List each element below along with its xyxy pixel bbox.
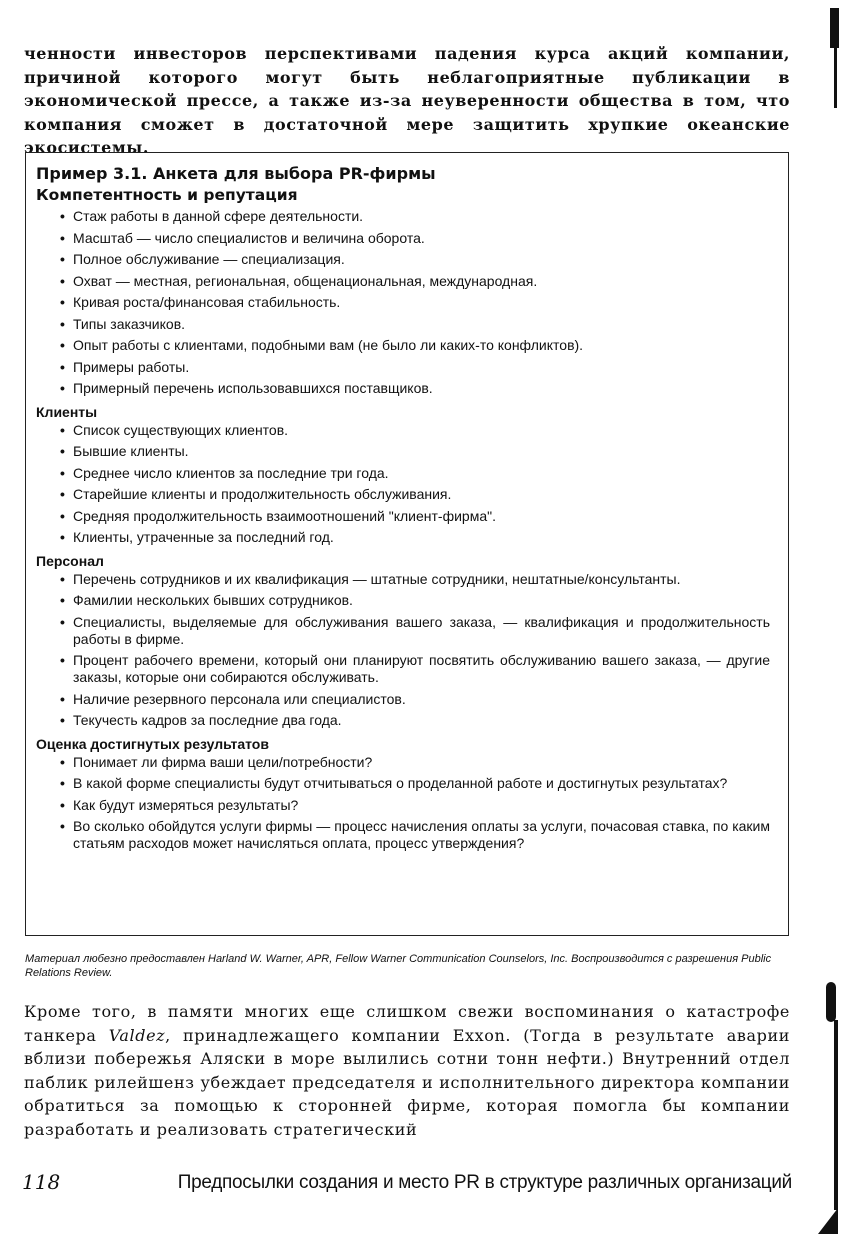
page-number: 118 <box>22 1170 61 1194</box>
scan-edge-blob <box>826 982 836 1022</box>
list-item: • Кривая роста/финансовая стабильность. <box>60 294 770 311</box>
top-paragraph: ченности инвесторов перспективами падения курса акций компании, причиной которого могут быть неблагоприятные публикации в экономической прессе, а также из-за неуверенности общества в том, что компания сможет в достаточной мере защитить хрупкие океанские экосистемы. <box>24 44 790 157</box>
scan-edge-mark-bottom <box>818 1208 838 1234</box>
bottom-paragraph-start: Кроме того, в памяти многих еще слишком свежи воспоминания о катастрофе танкера <box>24 1002 790 1045</box>
list-item: • Типы заказчиков. <box>60 316 770 333</box>
example-subtitle: Компетентность и репутация <box>36 186 298 204</box>
scan-edge-line-bottom <box>834 1020 838 1210</box>
list-item: • Перечень сотрудников и их квалификация — штатные сотрудники, нештатные/консультанты. <box>60 571 770 588</box>
scan-edge-line-top <box>834 48 837 108</box>
list-item: • Клиенты, утраченные за последний год. <box>60 529 770 546</box>
list-item: • Специалисты, выделяемые для обслуживания вашего заказа, — квалификация и продолжительность работы в фирме. <box>60 614 770 648</box>
staff-heading: Персонал <box>36 552 104 569</box>
list-item: • Средняя продолжительность взаимоотношений "клиент-фирма". <box>60 508 770 525</box>
list-item: • Старейшие клиенты и продолжительность обслуживания. <box>60 486 770 503</box>
page-footer <box>22 1170 792 1200</box>
competence-list <box>36 208 770 397</box>
list-item: • Список существующих клиентов. <box>60 422 770 439</box>
running-head: Предпосылки создания и место PR в структуре различных организаций <box>177 1172 792 1193</box>
results-heading: Оценка достигнутых результатов <box>36 735 269 752</box>
scan-edge-mark-top <box>830 8 839 48</box>
example-title: Пример 3.1. Анкета для выбора PR-фирмы <box>36 164 436 183</box>
list-item: • Наличие резервного персонала или специалистов. <box>60 691 770 708</box>
clients-heading: Клиенты <box>36 403 98 420</box>
list-item: • Бывшие клиенты. <box>60 443 770 460</box>
list-item: • Полное обслуживание — специализация. <box>60 251 770 268</box>
results-list <box>36 754 770 853</box>
list-item: • Как будут измеряться результаты? <box>60 797 770 814</box>
clients-list <box>36 422 770 547</box>
list-item: • Примерный перечень использовавшихся поставщиков. <box>60 380 770 397</box>
list-item: • Процент рабочего времени, который они планируют посвятить обслуживанию вашего заказа, — другие заказы, которые они собираются обслуживать. <box>60 652 770 686</box>
tanker-name: Valdez <box>108 1025 166 1045</box>
source-credit: Материал любезно предоставлен Harland W. Warner, APR, Fellow Warner Communication Counselors, Inc. Воспроизводится с разрешения Public Relations Review. <box>25 953 772 979</box>
bottom-paragraph-end: , принадлежащего компании Exxon. (Тогда в результате аварии вблизи побережья Аляски в море вылились сотни тонн нефти.) Внутренний отдел паблик рилейшенз убеждает председателя и исполнительного директора компании обратиться за помощью к сторонней фирме, которая помогла бы компании разработать и реализовать стратегический <box>24 1025 790 1139</box>
list-item: • Среднее число клиентов за последние три года. <box>60 465 770 482</box>
staff-list <box>36 571 770 730</box>
list-item: • Охват — местная, региональная, общенациональная, международная. <box>60 273 770 290</box>
example-box <box>25 152 789 936</box>
list-item: • В какой форме специалисты будут отчитываться о проделанной работе и достигнутых результатах? <box>60 775 770 792</box>
list-item: • Во сколько обойдутся услуги фирмы — процесс начисления оплаты за услуги, почасовая ставка, по каким статьям расходов может начисляться оплата, процесс утверждения? <box>60 818 770 852</box>
list-item: • Текучесть кадров за последние два года. <box>60 712 770 729</box>
list-item: • Масштаб — число специалистов и величина оборота. <box>60 230 770 247</box>
bottom-paragraph <box>24 1000 790 1141</box>
list-item: • Фамилии нескольких бывших сотрудников. <box>60 592 770 609</box>
list-item: • Примеры работы. <box>60 359 770 376</box>
list-item: • Понимает ли фирма ваши цели/потребности? <box>60 754 770 771</box>
list-item: • Стаж работы в данной сфере деятельности. <box>60 208 770 225</box>
list-item: • Опыт работы с клиентами, подобными вам (не было ли каких-то конфликтов). <box>60 337 770 354</box>
